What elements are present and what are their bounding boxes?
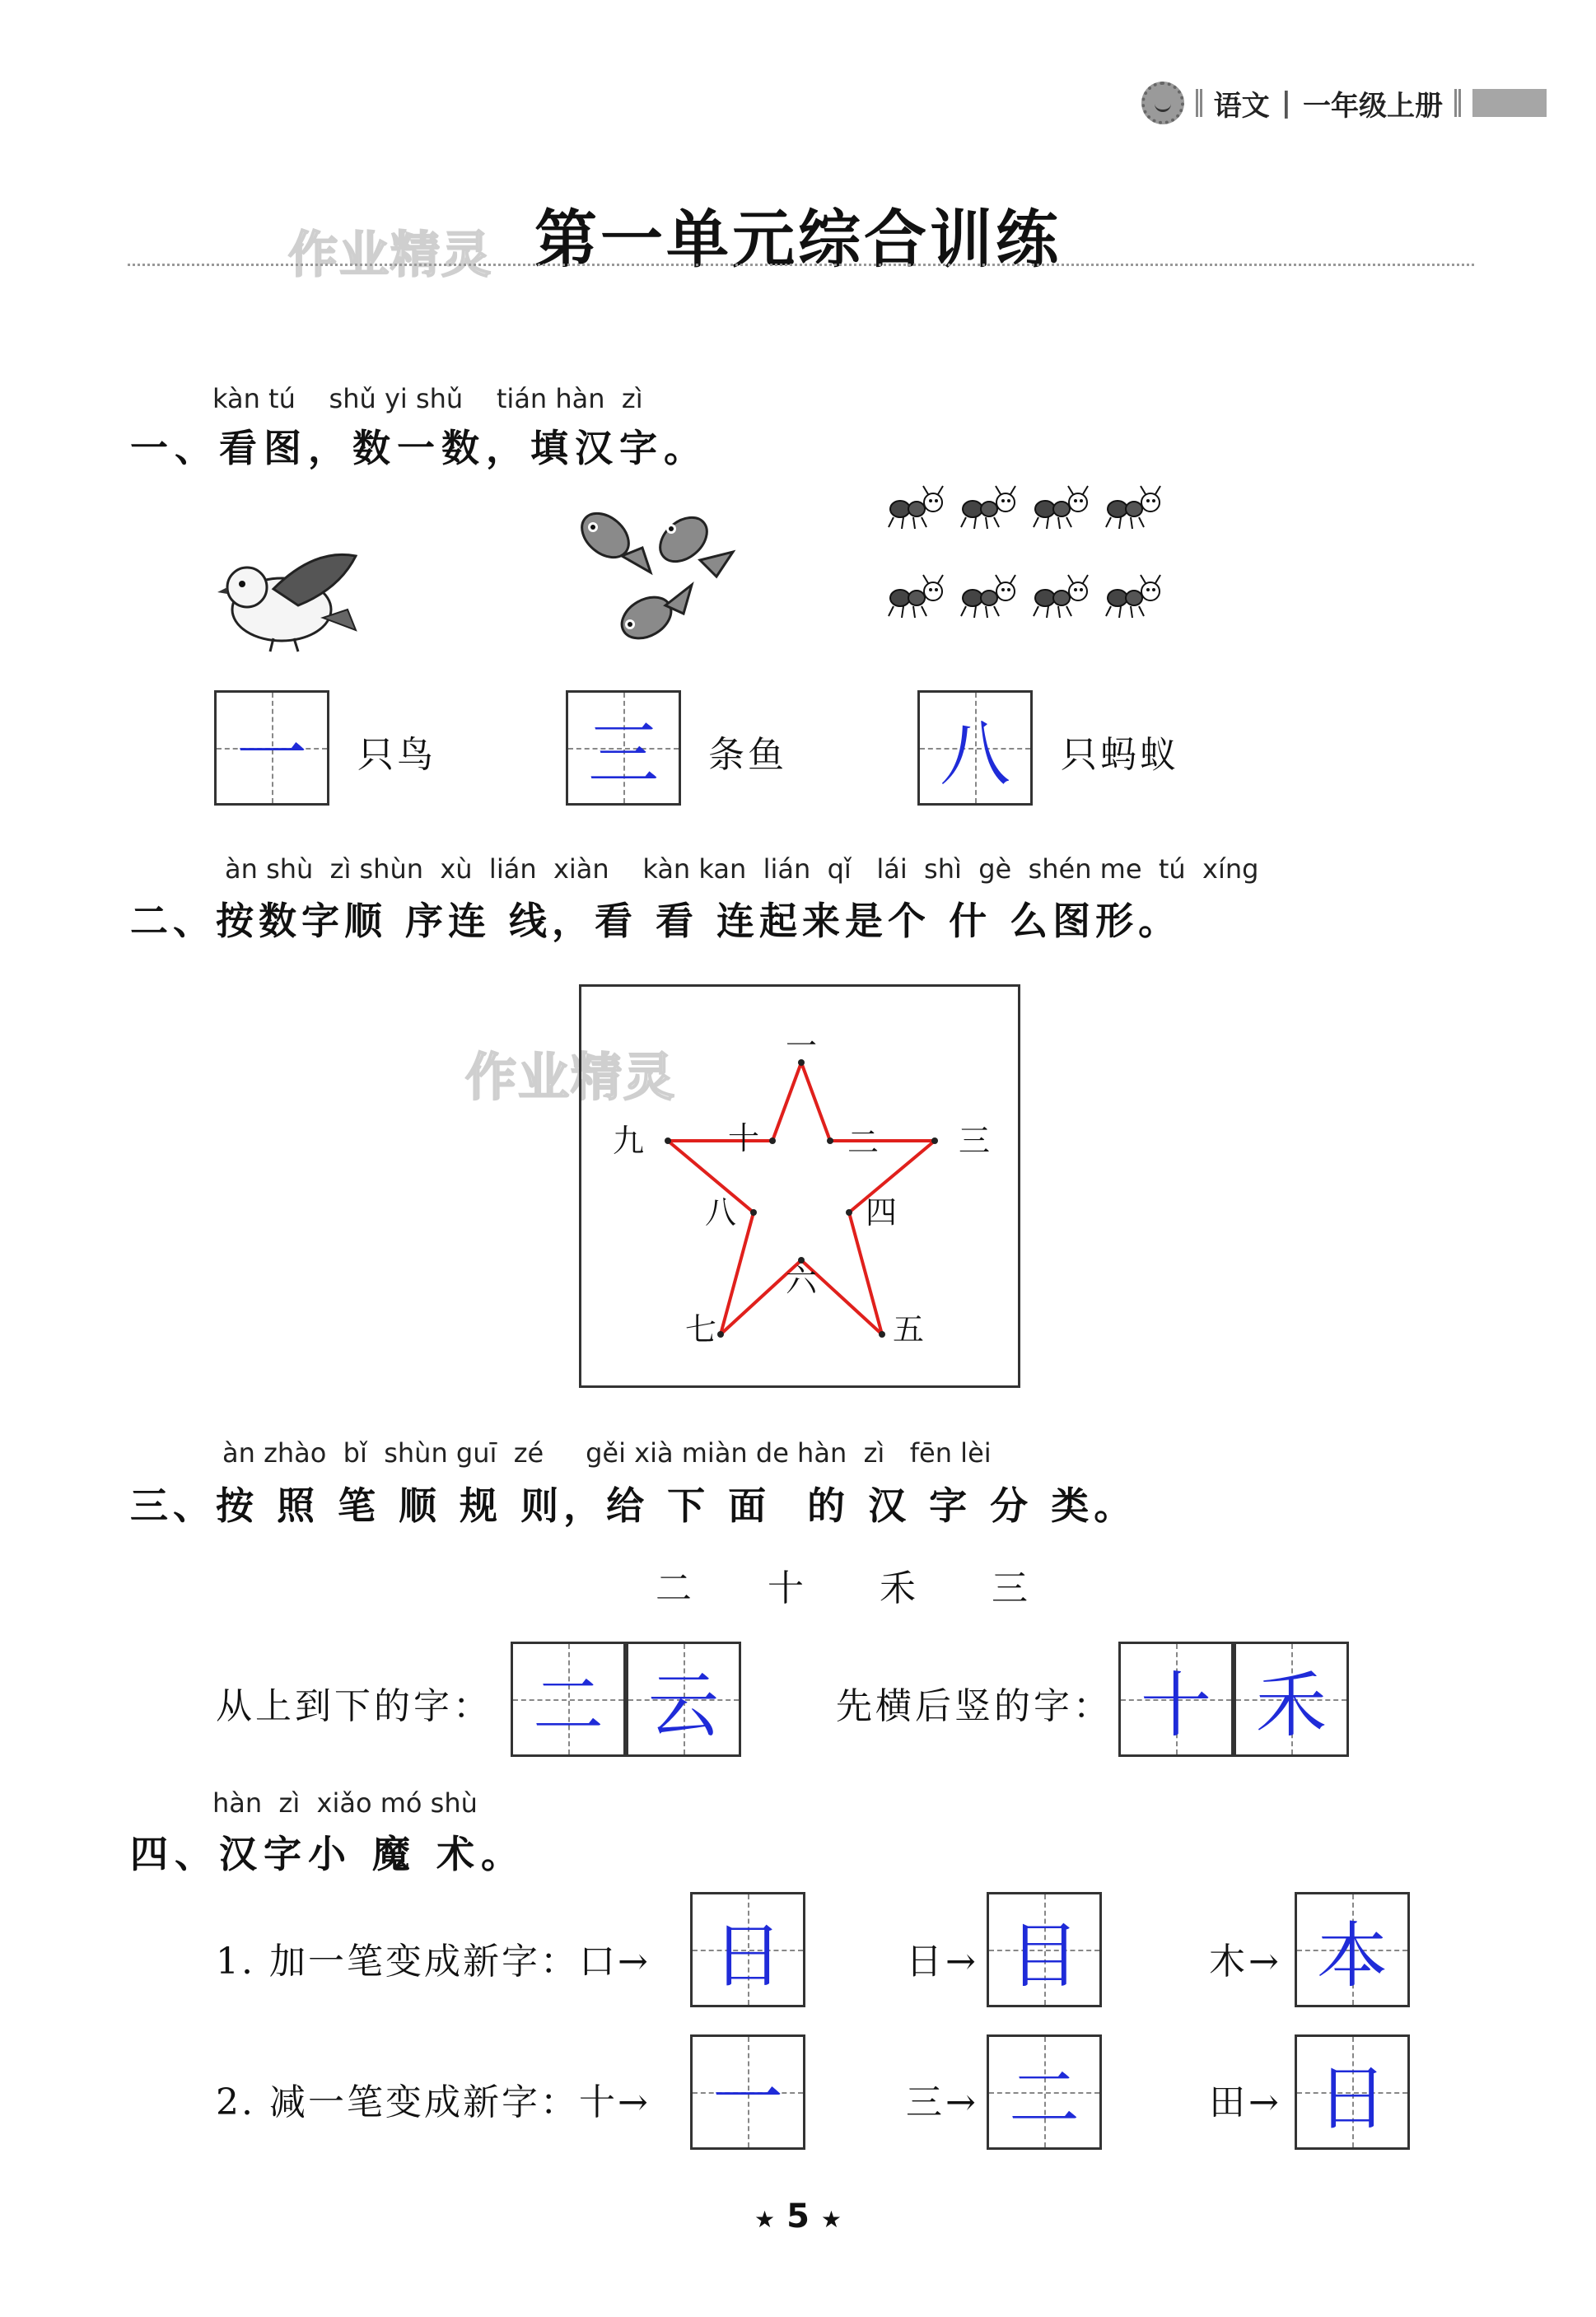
q3-group2-box-1[interactable]: 十 [1118,1642,1234,1757]
q4-row2-box-2[interactable]: 二 [987,2034,1102,2150]
star-puzzle [579,984,1020,1388]
q4-row1-label: 1. 加一笔变成新字：口→ [216,1941,651,1983]
q1-title: 一、看图，数一数，填汉字。 [130,426,708,470]
q4-row1-from-3: 木→ [1209,1941,1282,1983]
star-label: 六 [785,1263,818,1299]
q3-title: 三、按 照 笔 顺 规 则，给 下 面 的 汉 字 分 类。 [130,1483,1137,1528]
q4-row2-label: 2. 减一笔变成新字：十→ [216,2081,651,2123]
dot-2 [827,1137,833,1144]
star-label: 七 [684,1311,717,1348]
q3-group1-box-2[interactable]: 云 [626,1642,741,1757]
watermark: 作业精灵 [465,1047,677,1107]
q3-pinyin: àn zhào bǐ shùn guī zé gěi xià miàn de hàn zì fēn lèi [222,1437,992,1469]
page-header [1141,78,1547,128]
dot-10 [769,1137,776,1144]
q3-group1-label: 从上到下的字： [216,1685,492,1727]
page-title: 第一单元综合训练 [534,203,1062,276]
dot-7 [717,1331,724,1338]
separator: | [1281,86,1291,119]
q4-pinyin: hàn zì xiǎo mó shù [212,1787,478,1819]
star-icon: ★ [754,2206,776,2233]
q2-title: 二、按数字顺 序连 线，看 看 连起来是个 什 么图形。 [130,899,1182,943]
q1-answer-box-2[interactable]: 三 [566,690,681,806]
star-label: 四 [865,1194,898,1231]
title-underline [128,264,1474,266]
dot-8 [750,1209,757,1216]
q3-group2-label: 先横后竖的字： [836,1685,1113,1727]
star-label: 十 [727,1120,760,1156]
watermark: 作业精灵 [288,227,492,284]
q4-row2-from-3: 田→ [1209,2081,1282,2123]
q1-label-3: 只蚂蚁 [1061,734,1179,776]
q1-label-1: 只鸟 [357,734,436,776]
q4-row1-box-1[interactable]: 日 [690,1892,805,2007]
fish-image [568,494,741,659]
star-label: 二 [847,1124,880,1161]
q4-row1-box-3[interactable]: 本 [1295,1892,1410,2007]
star-label: 三 [958,1123,991,1159]
divider [1454,89,1461,117]
subject-label: 语文 [1213,89,1270,123]
star-icon: ★ [820,2206,842,2233]
sun-logo-icon [1141,82,1184,124]
ants-image [885,478,1182,659]
dot-4 [846,1209,852,1216]
q2-pinyin: àn shù zì shùn xù lián xiàn kàn kan lián qǐ lái shì gè shén me tú xíng [225,853,1259,885]
q1-answer-box-1[interactable]: 一 [214,690,329,806]
q3-char: 三 [992,1567,1031,1609]
grade-label: 一年级上册 [1303,89,1443,123]
header-strip [1472,89,1547,117]
star-label: 五 [892,1311,925,1348]
page-number [0,2198,1596,2235]
star-label: 九 [612,1123,645,1159]
dot-5 [879,1331,885,1338]
q1-pinyin: kàn tú shǔ yi shǔ tián hàn zì [212,383,643,414]
star-label: 八 [704,1194,737,1231]
page-number-value: 5 [786,2198,810,2235]
q3-char: 禾 [880,1567,919,1609]
q3-char: 二 [656,1567,695,1609]
q1-label-2: 条鱼 [708,734,787,776]
q3-group1-box-1[interactable]: 二 [511,1642,626,1757]
q4-row2-box-3[interactable]: 日 [1295,2034,1410,2150]
q4-title: 四、汉字小 魔 术。 [130,1832,526,1876]
star-label: 一 [785,1028,818,1064]
q4-row2-from-2: 三→ [906,2081,979,2123]
divider [1196,89,1202,117]
q3-char: 十 [768,1567,807,1609]
q4-row1-from-2: 日→ [906,1941,979,1983]
dot-3 [931,1137,938,1144]
dot-9 [665,1137,671,1144]
q3-group2-box-2[interactable]: 禾 [1234,1642,1349,1757]
q4-row1-box-2[interactable]: 目 [987,1892,1102,2007]
bird-image [216,540,364,655]
q1-answer-box-3[interactable]: 八 [917,690,1033,806]
q4-row2-box-1[interactable]: 一 [690,2034,805,2150]
